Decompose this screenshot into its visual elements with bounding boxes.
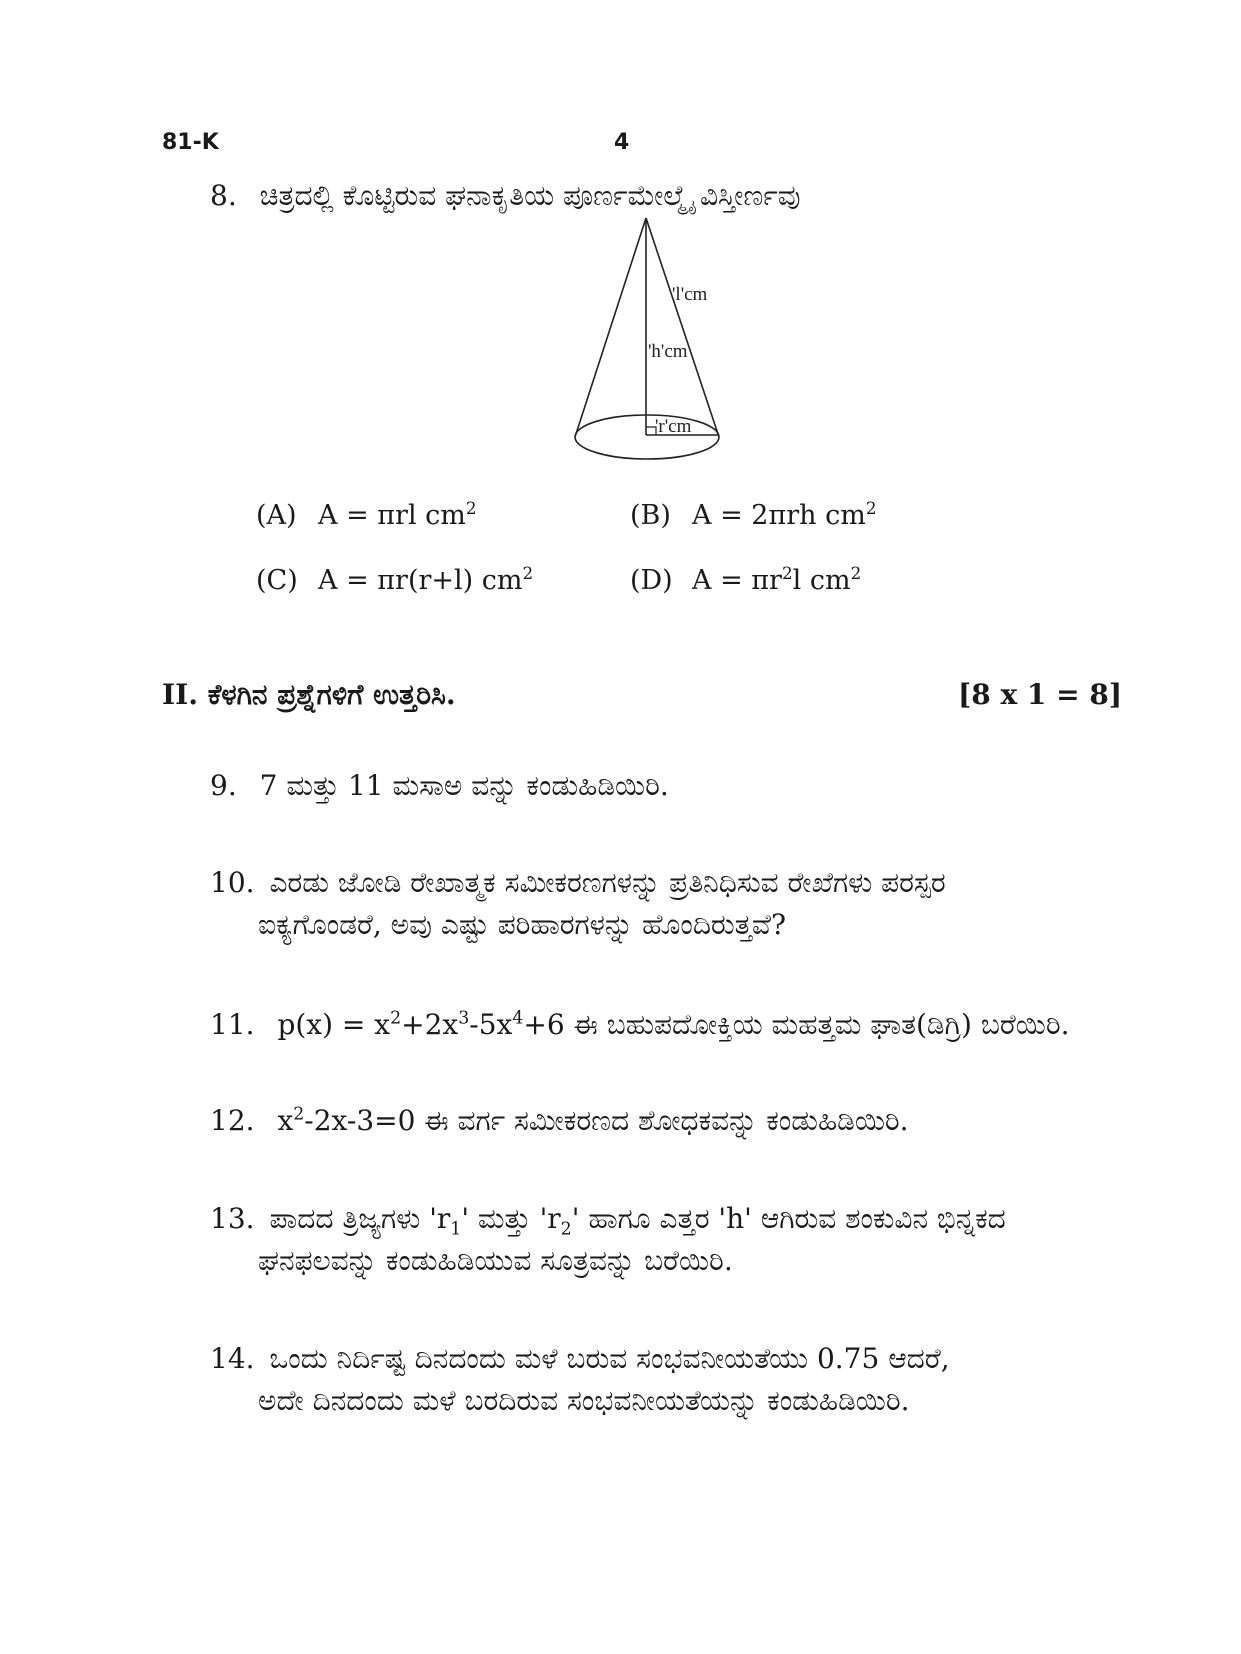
question-number: 11. — [210, 1008, 255, 1041]
option-label: (A) — [256, 500, 297, 531]
superscript: 2 — [522, 563, 534, 583]
page-number: 4 — [614, 130, 630, 155]
paper-code: 81-K — [162, 130, 219, 155]
option-d — [630, 565, 861, 596]
question-number: 9. — [210, 769, 237, 802]
option-label: (D) — [630, 565, 673, 596]
option-formula: A = πrl cm — [318, 500, 466, 531]
cone-figure — [560, 215, 740, 475]
question-text-continued: ಅದೇ ದಿನದಂದು ಮಳೆ ಬರದಿರುವ ಸಂಭವನೀಯತೆಯನ್ನು ಕಂಡುಹಿಡಿಯಿರಿ. — [258, 1384, 910, 1417]
question-14 — [210, 1338, 1110, 1422]
section-title: II. ಕೆಳಗಿನ ಪ್ರಶ್ನೆಗಳಿಗೆ ಉತ್ತರಿಸಿ. — [162, 678, 456, 711]
question-line — [210, 862, 1090, 904]
equation: $x^2-2x-3=0$ — [277, 1104, 416, 1137]
question-11 — [210, 1004, 1110, 1046]
option-formula: A = 2πrh cm — [692, 500, 866, 531]
question-text: ಎರಡು ಜೋಡಿ ರೇಖಾತ್ಮಕ ಸಮೀಕರಣಗಳನ್ನು ಪ್ರತಿನಿಧಿಸುವ ರೇಖೆಗಳು ಪರಸ್ಪರ — [269, 866, 946, 899]
question-text: ಚಿತ್ರದಲ್ಲಿ ಕೊಟ್ಟಿರುವ ಘನಾಕೃತಿಯ ಪೂರ್ಣಮೇಲ್ಮೈ ವಿಸ್ತೀರ್ಣವು — [259, 179, 801, 212]
question-text-continued: ಘನಫಲವನ್ನು ಕಂಡುಹಿಡಿಯುವ ಸೂತ್ರವನ್ನು ಬರೆಯಿರಿ. — [258, 1244, 733, 1277]
superscript: 2 — [781, 563, 793, 583]
question-number: 13. — [210, 1202, 255, 1235]
option-formula: A = πr — [692, 565, 782, 596]
question-text: ಈ ಬಹುಪದೋಕ್ತಿಯ ಮಹತ್ತಮ ಘಾತ(ಡಿಗ್ರಿ) ಬರೆಯಿರಿ. — [564, 1008, 1070, 1041]
question-line — [210, 1198, 1110, 1240]
question-number: 10. — [210, 866, 255, 899]
cone-base-ellipse — [575, 415, 719, 459]
option-c — [256, 565, 533, 596]
question-8 — [210, 175, 1030, 217]
option-formula: A = πr(r+l) cm — [318, 565, 523, 596]
cone-right-edge — [646, 218, 719, 437]
superscript: 2 — [465, 498, 477, 518]
question-number: 14. — [210, 1342, 255, 1375]
superscript: 2 — [850, 563, 862, 583]
polynomial: $p(x) = x^2+2x^3-5x^4+6$ — [277, 1008, 565, 1041]
option-formula-tail: l cm — [792, 565, 851, 596]
question-number: 8. — [210, 179, 237, 212]
question-13 — [210, 1198, 1110, 1282]
cone-left-edge — [575, 218, 646, 437]
section-marks: [8 x 1 = 8] — [958, 678, 1123, 711]
option-label: (C) — [256, 565, 298, 596]
height-label: 'h'cm — [648, 341, 688, 362]
question-text: ಈ ವರ್ಗ ಸಮೀಕರಣದ ಶೋಧಕವನ್ನು ಕಂಡುಹಿಡಿಯಿರಿ. — [415, 1104, 909, 1137]
question-text: ಪಾದದ ತ್ರಿಜ್ಯಗಳು '$r_1$' ಮತ್ತು '$r_2$' ಹಾಗೂ ಎತ್ತರ 'h' ಆಗಿರುವ ಶಂಕುವಿನ ಭಿನ್ನಕದ — [269, 1202, 1006, 1240]
question-number: 12. — [210, 1104, 255, 1137]
option-label: (B) — [630, 500, 671, 531]
question-text-continued: ಐಕ್ಯಗೊಂಡರೆ, ಅವು ಎಷ್ಟು ಪರಿಹಾರಗಳನ್ನು ಹೊಂದಿರುತ್ತವೆ? — [258, 908, 786, 941]
option-b — [630, 500, 876, 531]
slant-height-label: 'l'cm — [672, 284, 708, 305]
question-line — [210, 1338, 1110, 1380]
question-text: ಒಂದು ನಿರ್ದಿಷ್ಟ ದಿನದಂದು ಮಳೆ ಬರುವ ಸಂಭವನೀಯತೆಯು 0.75 ಆದರೆ, — [269, 1342, 950, 1375]
question-10 — [210, 862, 1090, 946]
question-text: 7 ಮತ್ತು 11 ಮಸಾಅ ವನ್ನು ಕಂಡುಹಿಡಿಯಿರಿ. — [259, 769, 669, 802]
option-a — [256, 500, 477, 531]
radius-label: 'r'cm — [655, 416, 692, 437]
question-9 — [210, 765, 669, 807]
superscript: 2 — [865, 498, 877, 518]
question-12 — [210, 1100, 1110, 1142]
